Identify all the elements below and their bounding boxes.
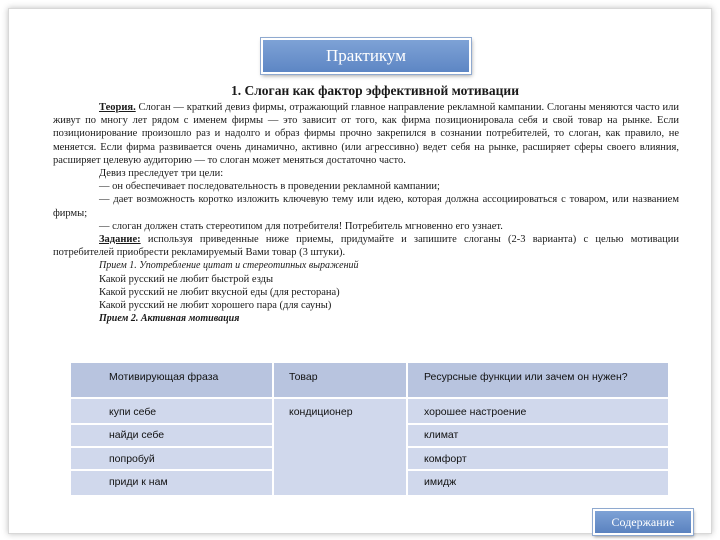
practicum-badge: Практикум	[261, 38, 471, 74]
table-cell: комфорт	[424, 453, 467, 465]
row-divider	[408, 469, 668, 471]
task-text: используя приведенные ниже приемы, придумайте и запишите слоганы (2-3 варианта) с целью мотивации потребителей приобрести рекламируемый Вами товар (3 штуки).	[53, 234, 679, 259]
contents-button[interactable]: Содержание	[593, 509, 693, 535]
table-cell: купи себе	[109, 406, 157, 418]
page-title	[9, 83, 711, 99]
row-divider	[408, 446, 668, 448]
theory-block	[53, 101, 679, 325]
motivation-table	[71, 363, 668, 495]
goal-item-3: — слоган должен стать стереотипом для потребителя! Потребитель мгновенно его узнает.	[99, 220, 503, 232]
task-paragraph	[53, 233, 679, 259]
priem2-title: Прием 2. Активная мотивация	[99, 313, 240, 325]
row-divider	[408, 423, 668, 425]
goal-item-1: — он обеспечивает последовательность в проведении рекламной кампании;	[99, 181, 440, 193]
table-cell: приди к нам	[109, 476, 168, 488]
heading-text: 1. Слоган как фактор эффективной мотивации	[230, 83, 519, 98]
theory-text: Слоган — краткий девиз фирмы, отражающий главное направление рекламной кампании. Слоганы меняются часто или живут по многу лет рядом с именем фирмы — это зависит от того, как фирма позиционировала себя и свой товар на рынке. Если позиционирование произошло раз и надолго и образ фирмы прочно закрепился в сознании потребителей, то слоган, как правило, не меняется. Если фирма развивается очень динамично, активно (или агрессивно) ведет себя на рынке, расширяет сферы своего влияния, расширяет целевую аудиторию — то слоган может меняться достаточно часто.	[53, 102, 679, 166]
table-header-cell: Товар	[289, 371, 318, 383]
row-divider	[71, 446, 272, 448]
theory-label: Теория.	[99, 102, 136, 113]
table-cell: найди себе	[109, 429, 165, 441]
table-cell: попробуй	[109, 453, 155, 465]
task-label: Задание:	[99, 234, 141, 246]
row-divider	[71, 423, 272, 425]
row-divider	[71, 469, 272, 471]
table-cell: кондиционер	[289, 406, 353, 418]
priem1-line-3: Какой русский не любит хорошего пара (для сауны)	[99, 300, 332, 312]
column-divider	[406, 363, 408, 495]
goal-item-2: — дает возможность коротко изложить ключевую тему или идею, которая должна ассоциироваться с товаром, или названием фирмы;	[53, 194, 679, 219]
table-header-cell: Мотивирующая фраза	[109, 371, 219, 383]
table-cell: имидж	[424, 476, 457, 488]
goals-intro: Девиз преследует три цели:	[99, 168, 224, 180]
column-divider	[272, 363, 274, 495]
table-header-cell: Ресурсные функции или зачем он нужен?	[424, 371, 628, 383]
table-cell: хорошее настроение	[424, 406, 527, 418]
theory-paragraph	[53, 101, 679, 167]
slide	[8, 8, 712, 534]
priem1-title: Прием 1. Употребление цитат и стереотипных выражений	[99, 260, 359, 272]
table-cell: климат	[424, 429, 459, 441]
priem1-line-2: Какой русский не любит вкусной еды (для ресторана)	[99, 286, 340, 298]
priem1-line-1: Какой русский не любит быстрой езды	[99, 273, 274, 285]
